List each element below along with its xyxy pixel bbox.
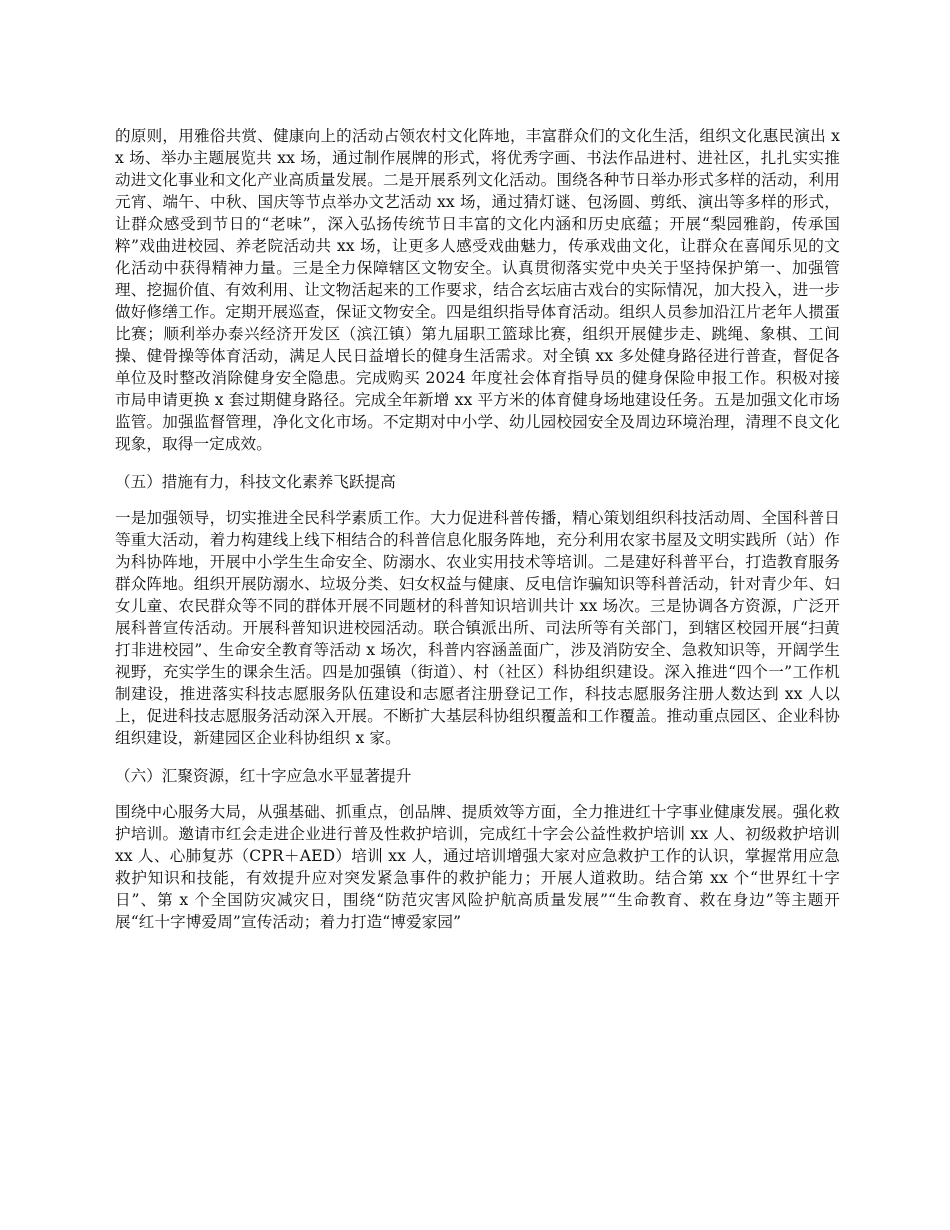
section-heading-5: （五）措施有力，科技文化素养飞跃提高 bbox=[115, 473, 396, 491]
section-heading-6: （六）汇聚资源，红十字应急水平显著提升 bbox=[115, 767, 412, 785]
body-paragraph-culture: 的原则，用雅俗共赏、健康向上的活动占领农村文化阵地，丰富群众们的文化生活，组织文化惠民演出 xx 场、举办主题展览共 xx 场，通过制作展牌的形式，将优秀字画、书法作品进村、进社区，扎扎实实推动进文化事业和文化产业高质量发展。二是开展系列文化活动。围绕各种节日举办形式多样的活动，利用元宵、端午、中秋、国庆等节点举办文艺活动 xx 场，通过猜灯谜、包汤圆、剪纸、演出等多样的形式，让群众感受到节日的“老味”，深入弘扬传统节日丰富的文化内涵和历史底蕴；开展“梨园雅韵，传承国粹”戏曲进校园、养老院活动共 xx 场，让更多人感受戏曲魅力，传承戏曲文化，让群众在喜闻乐见的文化活动中获得精神力量。三是全力保障辖区文物安全。认真贯彻落实党中央关于坚持保护第一、加强管理、挖掘价值、有效利用、让文物活起来的工作要求，结合玄坛庙古戏台的实际情况，加大投入，进一步做好修缮工作。定期开展巡查，保证文物安全。四是组织指导体育活动。组织人员参加沿江片老年人掼蛋比赛；顺利举办泰兴经济开发区（滨江镇）第九届职工篮球比赛，组织开展健步走、跳绳、象棋、工间操、健骨操等体育活动，满足人民日益增长的健身生活需求。对全镇 xx 多处健身路径进行普查，督促各单位及时整改消除健身安全隐患。完成购买 2024 年度社会体育指导员的健身保险申报工作。积极对接市局申请更换 x 套过期健身路径。完成全年新增 xx 平方米的体育健身场地建设任务。五是加强文化市场监管。加强监督管理，净化文化市场。不定期对中小学、幼儿园校园安全及周边环境治理，清理不良文化现象，取得一定成效。 bbox=[115, 127, 840, 453]
body-paragraph-red-cross: 围绕中心服务大局，从强基础、抓重点，创品牌、提质效等方面，全力推进红十字事业健康发展。强化救护培训。邀请市红会走进企业进行普及性救护培训，完成红十字会公益性救护培训 xx 人、初级救护培训 xx 人、心肺复苏（CPR＋AED）培训 xx 人，通过培训增强大家对应急救护工作的认识，掌握常用应急救护知识和技能，有效提升应对突发紧急事件的救护能力；开展人道救助。结合第 xx 个“世界红十字日”、第 x 个全国防灾减灾日，围绕“防范灾害风险护航高质量发展”“生命教育、救在身边”等主题开展“红十字博爱周”宣传活动；着力打造“博爱家园” bbox=[115, 803, 840, 931]
document-page bbox=[115, 125, 840, 933]
body-paragraph-science: 一是加强领导，切实推进全民科学素质工作。大力促进科普传播，精心策划组织科技活动周、全国科普日等重大活动，着力构建线上线下相结合的科普信息化服务阵地，充分利用农家书屋及文明实践所（站）作为科协阵地，开展中小学生生命安全、防溺水、农业实用技术等培训。二是建好科普平台，打造教育服务群众阵地。组织开展防溺水、垃圾分类、妇女权益与健康、反电信诈骗知识等科普活动，针对青少年、妇女儿童、农民群众等不同的群体开展不同题材的科普知识培训共计 xx 场次。三是协调各方资源，广泛开展科普宣传活动。开展科普知识进校园活动。联合镇派出所、司法所等有关部门，到辖区校园开展“扫黄打非进校园”、生命安全教育等活动 x 场次，科普内容涵盖面广，涉及消防安全、急救知识等，开阔学生视野，充实学生的课余生活。四是加强镇（街道）、村（社区）科协组织建设。深入推进“四个一”工作机制建设，推进落实科技志愿服务队伍建设和志愿者注册登记工作，科技志愿服务注册人数达到 xx 人以上，促进科技志愿服务活动深入开展。不断扩大基层科协组织覆盖和工作覆盖。推动重点园区、企业科协组织建设，新建园区企业科协组织 x 家。 bbox=[115, 509, 840, 747]
